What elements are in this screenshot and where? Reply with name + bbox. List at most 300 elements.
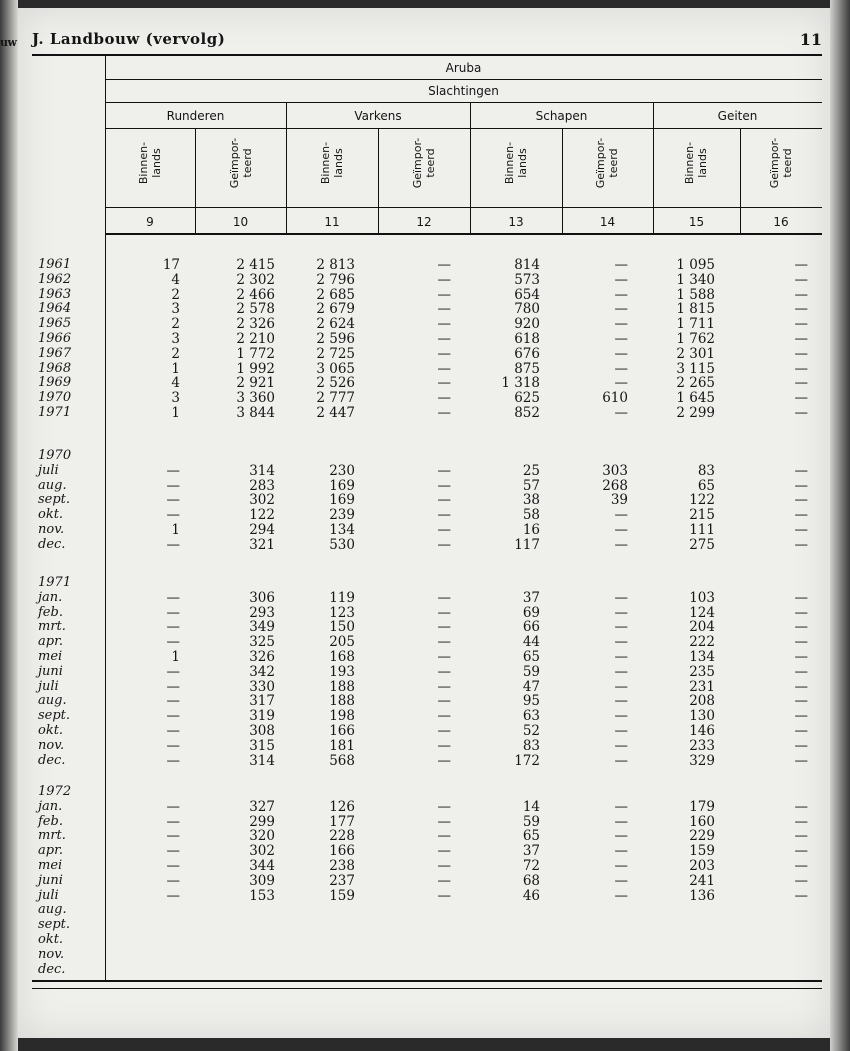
left-page-edge [0,0,18,1051]
cell-varkens-binnenlands: 169 [329,477,355,494]
cell-geiten-binnenlands: 3 115 [676,360,715,377]
cell-varkens-binnenlands: 2 624 [316,316,355,333]
row-label: dec. [38,536,66,552]
cell-varkens-binnenlands: 166 [329,843,355,860]
cell-runderen-binnenlands: 2 [171,345,180,362]
cell-varkens-geimporteerd: — [437,257,451,273]
cell-varkens-binnenlands: 2 725 [316,345,355,362]
cell-geiten-binnenlands: 65 [697,477,715,494]
cell-varkens-binnenlands: 198 [329,708,355,725]
cell-schapen-geimporteerd: 39 [610,492,628,509]
section-title: J. Landbouw (vervolg) [32,30,226,48]
row-label: 1967 [38,345,72,361]
cell-runderen-geimporteerd: 2 415 [236,257,275,273]
category-rule [105,102,822,103]
cell-geiten-binnenlands: 134 [689,649,715,665]
cell-varkens-geimporteerd: — [437,737,451,754]
cell-varkens-geimporteerd: — [437,405,451,421]
subheader-rule [105,207,822,208]
cell-varkens-binnenlands: 150 [329,619,355,636]
cell-schapen-binnenlands: 1 318 [501,375,540,392]
cell-runderen-geimporteerd: 330 [249,678,275,695]
cell-geiten-binnenlands: 111 [689,522,715,538]
cell-schapen-binnenlands: 172 [514,752,540,769]
cell-geiten-geimporteerd: — [794,316,808,333]
cell-geiten-binnenlands: 229 [689,828,715,845]
cell-varkens-geimporteerd: — [437,723,451,739]
cell-varkens-binnenlands: 237 [329,872,355,889]
cell-geiten-geimporteerd: — [794,663,808,680]
row-label: okt. [38,932,64,947]
cell-schapen-geimporteerd: — [614,257,628,273]
row-label: apr. [38,843,63,859]
row-label: 1968 [38,360,72,376]
cell-geiten-binnenlands: 2 301 [676,345,715,362]
cell-runderen-geimporteerd: 320 [249,828,275,845]
cell-runderen-binnenlands: — [166,693,180,710]
cell-schapen-geimporteerd: — [614,708,628,725]
cell-schapen-geimporteerd: — [614,663,628,680]
cell-schapen-geimporteerd: — [614,678,628,695]
left-page-edge-label: uw [0,36,17,49]
cell-geiten-geimporteerd: — [794,858,808,874]
cell-schapen-binnenlands: 654 [514,286,540,303]
region-rule [105,79,822,80]
cell-schapen-geimporteerd: — [614,604,628,621]
cell-runderen-geimporteerd: 2 210 [236,331,275,347]
cell-geiten-binnenlands: 275 [689,536,715,553]
cell-schapen-binnenlands: 63 [522,708,540,725]
subheader-geiten-geimporteerd: Geïmpor- teerd [768,137,794,189]
cell-geiten-geimporteerd: — [794,301,808,318]
row-label: 1966 [38,331,72,346]
cell-varkens-binnenlands: 188 [329,678,355,695]
cell-varkens-geimporteerd: — [437,271,451,288]
cell-runderen-geimporteerd: 283 [249,477,275,494]
row-label: aug. [38,477,67,493]
cell-runderen-binnenlands: — [166,723,180,739]
cell-runderen-binnenlands: — [166,604,180,621]
cell-runderen-binnenlands: 17 [162,257,180,273]
cell-varkens-binnenlands: 530 [329,536,355,553]
cell-runderen-binnenlands: — [166,872,180,889]
row-label: nov. [38,737,65,753]
document-page [18,8,830,1038]
cell-runderen-geimporteerd: 326 [249,649,275,665]
cell-geiten-geimporteerd: — [794,604,808,621]
cell-varkens-binnenlands: 205 [329,634,355,651]
cell-geiten-binnenlands: 1 645 [676,390,715,407]
cell-runderen-binnenlands: — [166,858,180,874]
cell-runderen-geimporteerd: 1 772 [236,345,275,362]
column-number-14: 14 [599,215,616,229]
cell-schapen-binnenlands: 44 [522,634,540,651]
cell-runderen-binnenlands: 4 [171,375,180,392]
group-rule [105,128,822,129]
cell-varkens-geimporteerd: — [437,634,451,651]
cell-geiten-geimporteerd: — [794,405,808,421]
cell-runderen-geimporteerd: 344 [249,858,275,874]
cell-schapen-binnenlands: 573 [514,271,540,288]
cell-varkens-binnenlands: 239 [329,507,355,524]
row-label: mei [38,649,63,664]
category-header: Slachtingen [428,84,499,98]
cell-varkens-binnenlands: 159 [329,887,355,904]
cell-schapen-binnenlands: 72 [522,858,540,874]
cell-schapen-geimporteerd: — [614,316,628,333]
row-label: 1963 [38,286,72,302]
cell-geiten-binnenlands: 203 [689,858,715,874]
row-label: juni [38,663,63,679]
cell-schapen-binnenlands: 37 [522,843,540,860]
cell-geiten-geimporteerd: — [794,507,808,524]
row-label: dec. [38,961,66,977]
row-label: dec. [38,752,66,768]
table-bottom-rule [32,980,822,982]
cell-runderen-binnenlands: — [166,737,180,754]
row-label: 1969 [38,375,72,391]
cell-geiten-binnenlands: 122 [689,492,715,509]
subheader-geiten-binnenlands: Binnen- lands [683,141,709,185]
row-label: nov. [38,946,65,962]
cell-varkens-geimporteerd: — [437,492,451,509]
cell-geiten-binnenlands: 83 [697,462,715,479]
cell-schapen-binnenlands: 852 [514,405,540,421]
cell-schapen-binnenlands: 57 [522,477,540,494]
cell-varkens-geimporteerd: — [437,345,451,362]
subheader-runderen-geimporteerd: Geïmpor- teerd [228,137,254,189]
cell-runderen-geimporteerd: 321 [249,536,275,553]
cell-schapen-binnenlands: 58 [522,507,540,524]
cell-geiten-binnenlands: 160 [689,813,715,830]
cell-runderen-geimporteerd: 2 302 [236,271,275,288]
cell-schapen-geimporteerd: — [614,693,628,710]
cell-schapen-binnenlands: 65 [522,828,540,845]
cell-runderen-geimporteerd: 314 [249,752,275,769]
cell-geiten-binnenlands: 329 [689,752,715,769]
group-header-varkens: Varkens [354,109,402,123]
cell-geiten-binnenlands: 1 815 [676,301,715,318]
cell-geiten-geimporteerd: — [794,619,808,636]
cell-varkens-geimporteerd: — [437,360,451,377]
row-label: jan. [38,798,63,814]
cell-runderen-geimporteerd: 2 326 [236,316,275,333]
cell-geiten-geimporteerd: — [794,693,808,710]
column-number-13: 13 [508,215,524,229]
cell-runderen-geimporteerd: 306 [249,589,275,606]
cell-runderen-binnenlands: — [166,477,180,494]
cell-schapen-geimporteerd: — [614,843,628,860]
cell-schapen-geimporteerd: — [614,634,628,651]
column-number-rule [105,233,822,235]
cell-runderen-binnenlands: — [166,663,180,680]
cell-varkens-geimporteerd: — [437,693,451,710]
cell-schapen-binnenlands: 68 [522,872,540,889]
row-label: 1962 [38,271,72,287]
cell-varkens-geimporteerd: — [437,477,451,494]
cell-runderen-binnenlands: 1 [171,360,180,377]
column-number-11: 11 [324,215,340,229]
cell-geiten-binnenlands: 208 [689,693,715,710]
cell-varkens-geimporteerd: — [437,462,451,479]
subheader-schapen-geimporteerd: Geïmpor- teerd [594,137,620,189]
cell-runderen-geimporteerd: 2 921 [236,375,275,392]
cell-schapen-geimporteerd: — [614,522,628,538]
cell-geiten-geimporteerd: — [794,649,808,665]
cell-runderen-binnenlands: — [166,536,180,553]
block-heading: 1971 [38,575,72,590]
cell-runderen-binnenlands: 2 [171,286,180,303]
cell-schapen-binnenlands: 46 [522,887,540,904]
group-header-schapen: Schapen [535,109,588,123]
cell-varkens-geimporteerd: — [437,663,451,680]
cell-geiten-geimporteerd: — [794,887,808,904]
cell-geiten-binnenlands: 231 [689,678,715,695]
cell-runderen-geimporteerd: 3 360 [236,390,275,407]
cell-geiten-geimporteerd: — [794,390,808,407]
cell-geiten-geimporteerd: — [794,678,808,695]
cell-varkens-binnenlands: 177 [329,813,355,830]
cell-runderen-binnenlands: — [166,492,180,509]
cell-schapen-binnenlands: 618 [514,331,540,347]
row-label: 1964 [38,301,72,317]
cell-geiten-geimporteerd: — [794,589,808,606]
cell-runderen-binnenlands: — [166,678,180,695]
cell-runderen-binnenlands: — [166,843,180,860]
cell-schapen-geimporteerd: — [614,798,628,815]
cell-varkens-binnenlands: 188 [329,693,355,710]
cell-geiten-geimporteerd: — [794,360,808,377]
cell-geiten-geimporteerd: — [794,634,808,651]
cell-varkens-geimporteerd: — [437,604,451,621]
cell-varkens-geimporteerd: — [437,798,451,815]
cell-runderen-binnenlands: 2 [171,316,180,333]
cell-geiten-geimporteerd: — [794,723,808,739]
cell-geiten-geimporteerd: — [794,536,808,553]
cell-varkens-geimporteerd: — [437,536,451,553]
cell-geiten-binnenlands: 124 [689,604,715,621]
cell-runderen-geimporteerd: 342 [249,663,275,680]
cell-schapen-geimporteerd: — [614,813,628,830]
page-header [32,30,822,52]
cell-varkens-binnenlands: 2 796 [316,271,355,288]
cell-runderen-geimporteerd: 293 [249,604,275,621]
cell-schapen-binnenlands: 69 [522,604,540,621]
cell-geiten-geimporteerd: — [794,257,808,273]
cell-geiten-geimporteerd: — [794,872,808,889]
cell-varkens-binnenlands: 193 [329,663,355,680]
cell-geiten-geimporteerd: — [794,271,808,288]
cell-schapen-binnenlands: 814 [514,257,540,273]
cell-schapen-geimporteerd: — [614,507,628,524]
table-bottom-rule-thin [32,988,822,989]
cell-schapen-geimporteerd: — [614,286,628,303]
cell-geiten-geimporteerd: — [794,522,808,538]
cell-varkens-geimporteerd: — [437,522,451,538]
cell-geiten-binnenlands: 2 265 [676,375,715,392]
cell-geiten-binnenlands: 146 [689,723,715,739]
cell-runderen-binnenlands: — [166,634,180,651]
cell-schapen-geimporteerd: — [614,271,628,288]
cell-schapen-binnenlands: 38 [522,492,540,509]
cell-schapen-geimporteerd: — [614,405,628,421]
cell-schapen-binnenlands: 59 [522,663,540,680]
cell-geiten-geimporteerd: — [794,331,808,347]
row-label: juli [38,887,59,903]
page-number: 11 [799,30,822,49]
cell-schapen-binnenlands: 117 [514,536,540,553]
row-label: sept. [38,708,71,724]
right-page-edge [830,0,850,1051]
cell-runderen-geimporteerd: 299 [249,813,275,830]
cell-schapen-geimporteerd: — [614,858,628,874]
row-label: feb. [38,813,63,829]
cell-runderen-geimporteerd: 309 [249,872,275,889]
stub-divider [105,56,106,981]
cell-schapen-geimporteerd: — [614,589,628,606]
row-label: aug. [38,902,67,918]
cell-runderen-geimporteerd: 2 466 [236,286,275,303]
row-label: juli [38,462,59,478]
cell-geiten-geimporteerd: — [794,843,808,860]
cell-runderen-geimporteerd: 325 [249,634,275,651]
cell-runderen-binnenlands: 3 [171,301,180,318]
cell-schapen-geimporteerd: — [614,345,628,362]
cell-varkens-geimporteerd: — [437,589,451,606]
cell-runderen-geimporteerd: 319 [249,708,275,725]
cell-runderen-geimporteerd: 2 578 [236,301,275,318]
cell-varkens-geimporteerd: — [437,331,451,347]
cell-varkens-geimporteerd: — [437,316,451,333]
cell-runderen-binnenlands: — [166,887,180,904]
cell-runderen-geimporteerd: 317 [249,693,275,710]
cell-geiten-geimporteerd: — [794,708,808,725]
cell-schapen-binnenlands: 625 [514,390,540,407]
cell-varkens-binnenlands: 181 [329,737,355,754]
cell-varkens-geimporteerd: — [437,619,451,636]
region-header: Aruba [445,61,482,75]
cell-runderen-binnenlands: — [166,462,180,479]
cell-runderen-binnenlands: — [166,589,180,606]
subheader-schapen-binnenlands: Binnen- lands [503,141,529,185]
cell-geiten-geimporteerd: — [794,462,808,479]
cell-varkens-geimporteerd: — [437,828,451,845]
cell-runderen-geimporteerd: 302 [249,492,275,509]
cell-varkens-binnenlands: 169 [329,492,355,509]
row-label: juli [38,678,59,694]
cell-schapen-geimporteerd: — [614,723,628,739]
cell-schapen-geimporteerd: — [614,360,628,377]
cell-varkens-geimporteerd: — [437,301,451,318]
cell-varkens-binnenlands: 238 [329,858,355,874]
cell-geiten-binnenlands: 235 [689,663,715,680]
cell-schapen-geimporteerd: — [614,375,628,392]
cell-runderen-geimporteerd: 349 [249,619,275,636]
cell-runderen-geimporteerd: 308 [249,723,275,739]
cell-schapen-binnenlands: 47 [522,678,540,695]
cell-schapen-binnenlands: 920 [514,316,540,333]
cell-varkens-geimporteerd: — [437,507,451,524]
row-label: juni [38,872,63,888]
group-header-runderen: Runderen [166,109,225,123]
row-label: jan. [38,589,63,605]
cell-geiten-binnenlands: 1 711 [676,316,715,333]
cell-varkens-binnenlands: 2 777 [316,390,355,407]
cell-varkens-geimporteerd: — [437,390,451,407]
cell-schapen-geimporteerd: 268 [602,477,628,494]
cell-schapen-geimporteerd: — [614,828,628,845]
cell-varkens-geimporteerd: — [437,708,451,725]
cell-runderen-geimporteerd: 3 844 [236,405,275,421]
cell-schapen-binnenlands: 83 [522,737,540,754]
cell-schapen-geimporteerd: — [614,331,628,347]
cell-geiten-binnenlands: 130 [689,708,715,725]
cell-runderen-geimporteerd: 314 [249,462,275,479]
cell-geiten-geimporteerd: — [794,286,808,303]
cell-varkens-binnenlands: 166 [329,723,355,739]
subheader-runderen-binnenlands: Binnen- lands [137,141,163,185]
column-number-16: 16 [773,215,789,229]
cell-geiten-binnenlands: 222 [689,634,715,651]
cell-geiten-binnenlands: 179 [689,798,715,815]
cell-geiten-geimporteerd: — [794,828,808,845]
row-label: sept. [38,492,71,508]
row-label: 1965 [38,316,72,332]
cell-varkens-binnenlands: 2 447 [316,405,355,421]
cell-runderen-binnenlands: — [166,507,180,524]
cell-schapen-binnenlands: 676 [514,345,540,362]
cell-varkens-geimporteerd: — [437,752,451,769]
cell-varkens-binnenlands: 2 685 [316,286,355,303]
cell-geiten-binnenlands: 241 [689,872,715,889]
cell-schapen-binnenlands: 14 [522,798,540,815]
cell-varkens-geimporteerd: — [437,813,451,830]
cell-schapen-geimporteerd: — [614,872,628,889]
row-label: mrt. [38,619,66,635]
cell-varkens-binnenlands: 126 [329,798,355,815]
cell-schapen-geimporteerd: — [614,887,628,904]
cell-varkens-geimporteerd: — [437,858,451,874]
cell-runderen-binnenlands: 1 [171,405,180,421]
cell-geiten-binnenlands: 103 [689,589,715,606]
cell-schapen-geimporteerd: — [614,301,628,318]
cell-varkens-geimporteerd: — [437,649,451,665]
cell-varkens-binnenlands: 2 526 [316,375,355,392]
cell-varkens-binnenlands: 119 [329,589,355,606]
row-label: aug. [38,693,67,709]
cell-geiten-geimporteerd: — [794,737,808,754]
cell-runderen-geimporteerd: 122 [249,507,275,524]
cell-schapen-binnenlands: 66 [522,619,540,636]
cell-schapen-binnenlands: 780 [514,301,540,318]
row-label: sept. [38,917,71,933]
cell-varkens-geimporteerd: — [437,887,451,904]
cell-geiten-binnenlands: 1 095 [676,257,715,273]
cell-runderen-geimporteerd: 153 [249,887,275,904]
cell-geiten-binnenlands: 215 [689,507,715,524]
row-label: mei [38,858,63,873]
cell-varkens-binnenlands: 2 679 [316,301,355,318]
cell-runderen-binnenlands: 3 [171,390,180,407]
cell-runderen-binnenlands: — [166,813,180,830]
row-label: apr. [38,634,63,650]
cell-varkens-binnenlands: 2 813 [316,257,355,273]
cell-runderen-geimporteerd: 294 [249,522,275,538]
cell-varkens-geimporteerd: — [437,286,451,303]
cell-runderen-geimporteerd: 302 [249,843,275,860]
block-heading: 1970 [38,448,72,463]
row-label: 1970 [38,390,72,406]
